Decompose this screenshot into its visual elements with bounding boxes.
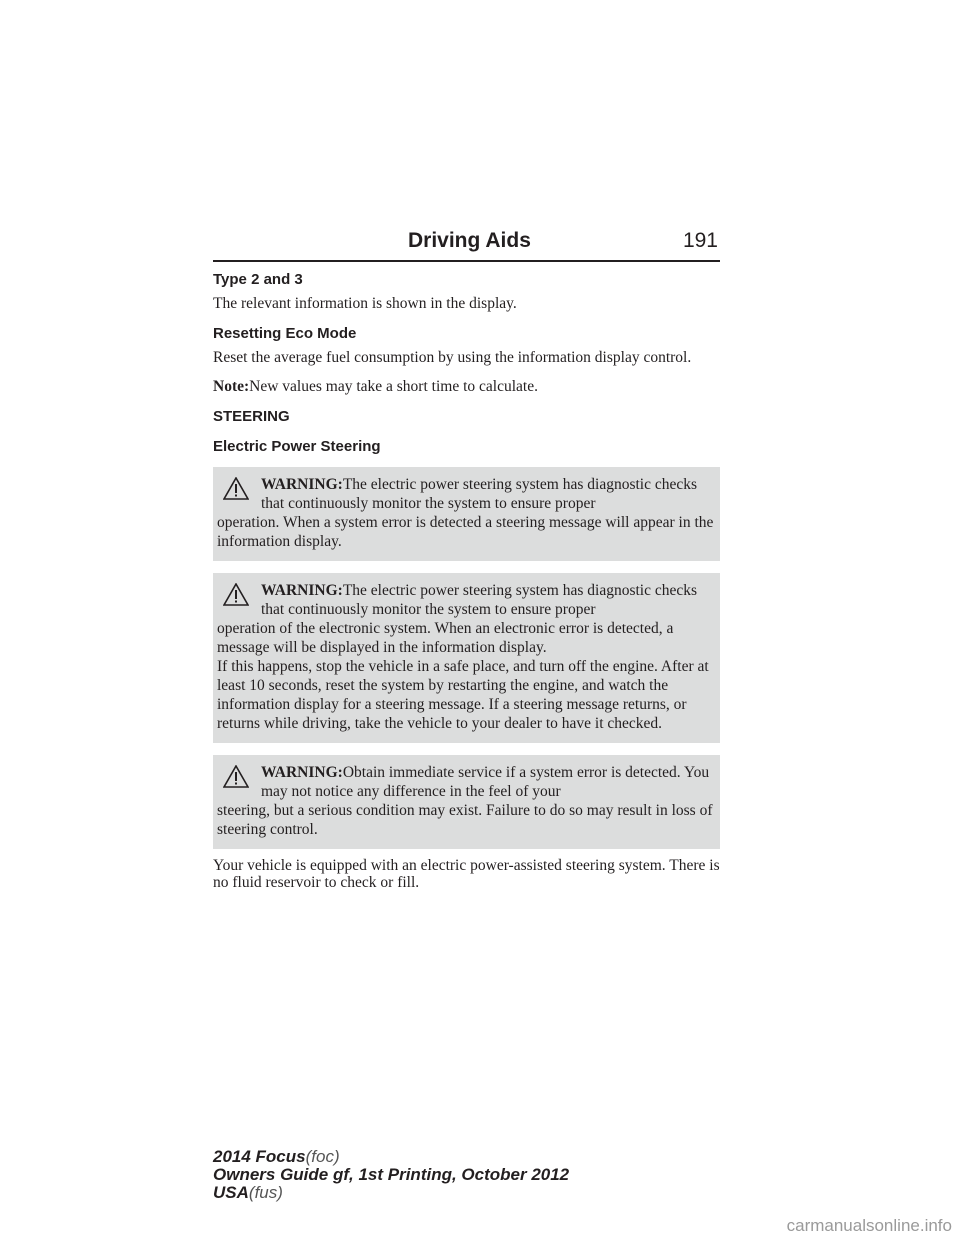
- warning-triangle-icon: [223, 765, 249, 788]
- warning-text-extra: If this happens, stop the vehicle in a safe place, and turn off the engine. After at least 10 seconds, reset the system by restarting the engine, and watch the information display for a steering message. If a steering message returns, or returns while driving, take the vehicle to your dealer to have it checked.: [217, 658, 709, 732]
- heading-electric-power-steering: Electric Power Steering: [213, 438, 381, 455]
- warning-box: [213, 755, 720, 849]
- warning-text-start: The electric power steering system has diagnostic checks that continuously monitor the system to ensure proper: [261, 476, 698, 512]
- note-text: New values may take a short time to calculate.: [249, 378, 538, 395]
- type-2-3-text: The relevant information is shown in the display.: [213, 295, 517, 312]
- warning-label: WARNING:: [261, 476, 343, 493]
- warning-text-start: Obtain immediate service if a system error is detected. You may not notice any difference in the feel of your: [261, 764, 710, 800]
- footer-line-3: [213, 1184, 569, 1202]
- warning-box: [213, 467, 720, 561]
- heading-type-2-3: Type 2 and 3: [213, 271, 303, 288]
- warning-text-rest: operation. When a system error is detected a steering message will appear in the information display.: [217, 514, 714, 550]
- heading-resetting-eco-mode: Resetting Eco Mode: [213, 325, 357, 342]
- footer-line-1: [213, 1148, 569, 1166]
- warning-first-lines: [217, 763, 716, 801]
- warning-text-rest: operation of the electronic system. When an electronic error is detected, a message will be displayed in the information display.: [217, 620, 674, 656]
- warning-triangle-icon: [223, 583, 249, 606]
- warning-first-lines: [217, 475, 716, 513]
- warning-label: WARNING:: [261, 582, 343, 599]
- footer-market: USA: [213, 1183, 249, 1202]
- eco-reset-text: Reset the average fuel consumption by using the information display control.: [213, 349, 692, 366]
- warning-label: WARNING:: [261, 764, 343, 781]
- heading-steering: STEERING: [213, 408, 290, 425]
- watermark: carmanualsonline.info: [786, 1216, 952, 1235]
- steering-closing-text: Your vehicle is equipped with an electric power-assisted steering system. There is no fluid reservoir to check or fill.: [213, 857, 720, 891]
- footer-line-2: Owners Guide gf, 1st Printing, October 2012: [213, 1165, 570, 1184]
- footer-model-code: (foc): [305, 1147, 340, 1166]
- warning-first-lines: [217, 581, 716, 619]
- document-footer: [213, 1148, 569, 1202]
- eco-note: [213, 378, 720, 395]
- page-content: [213, 270, 720, 903]
- footer-model: 2014 Focus: [213, 1147, 306, 1166]
- warning-box: [213, 573, 720, 743]
- note-label: Note:: [213, 378, 250, 395]
- page-number: 191: [682, 229, 718, 252]
- footer-market-code: (fus): [248, 1183, 283, 1202]
- page-header: [213, 226, 720, 262]
- warning-triangle-icon: [223, 477, 249, 500]
- warning-text-rest: steering, but a serious condition may exist. Failure to do so may result in loss of steering control.: [217, 802, 713, 838]
- warning-text-start: The electric power steering system has diagnostic checks that continuously monitor the system to ensure proper: [261, 582, 698, 618]
- section-title: Driving Aids: [408, 229, 531, 252]
